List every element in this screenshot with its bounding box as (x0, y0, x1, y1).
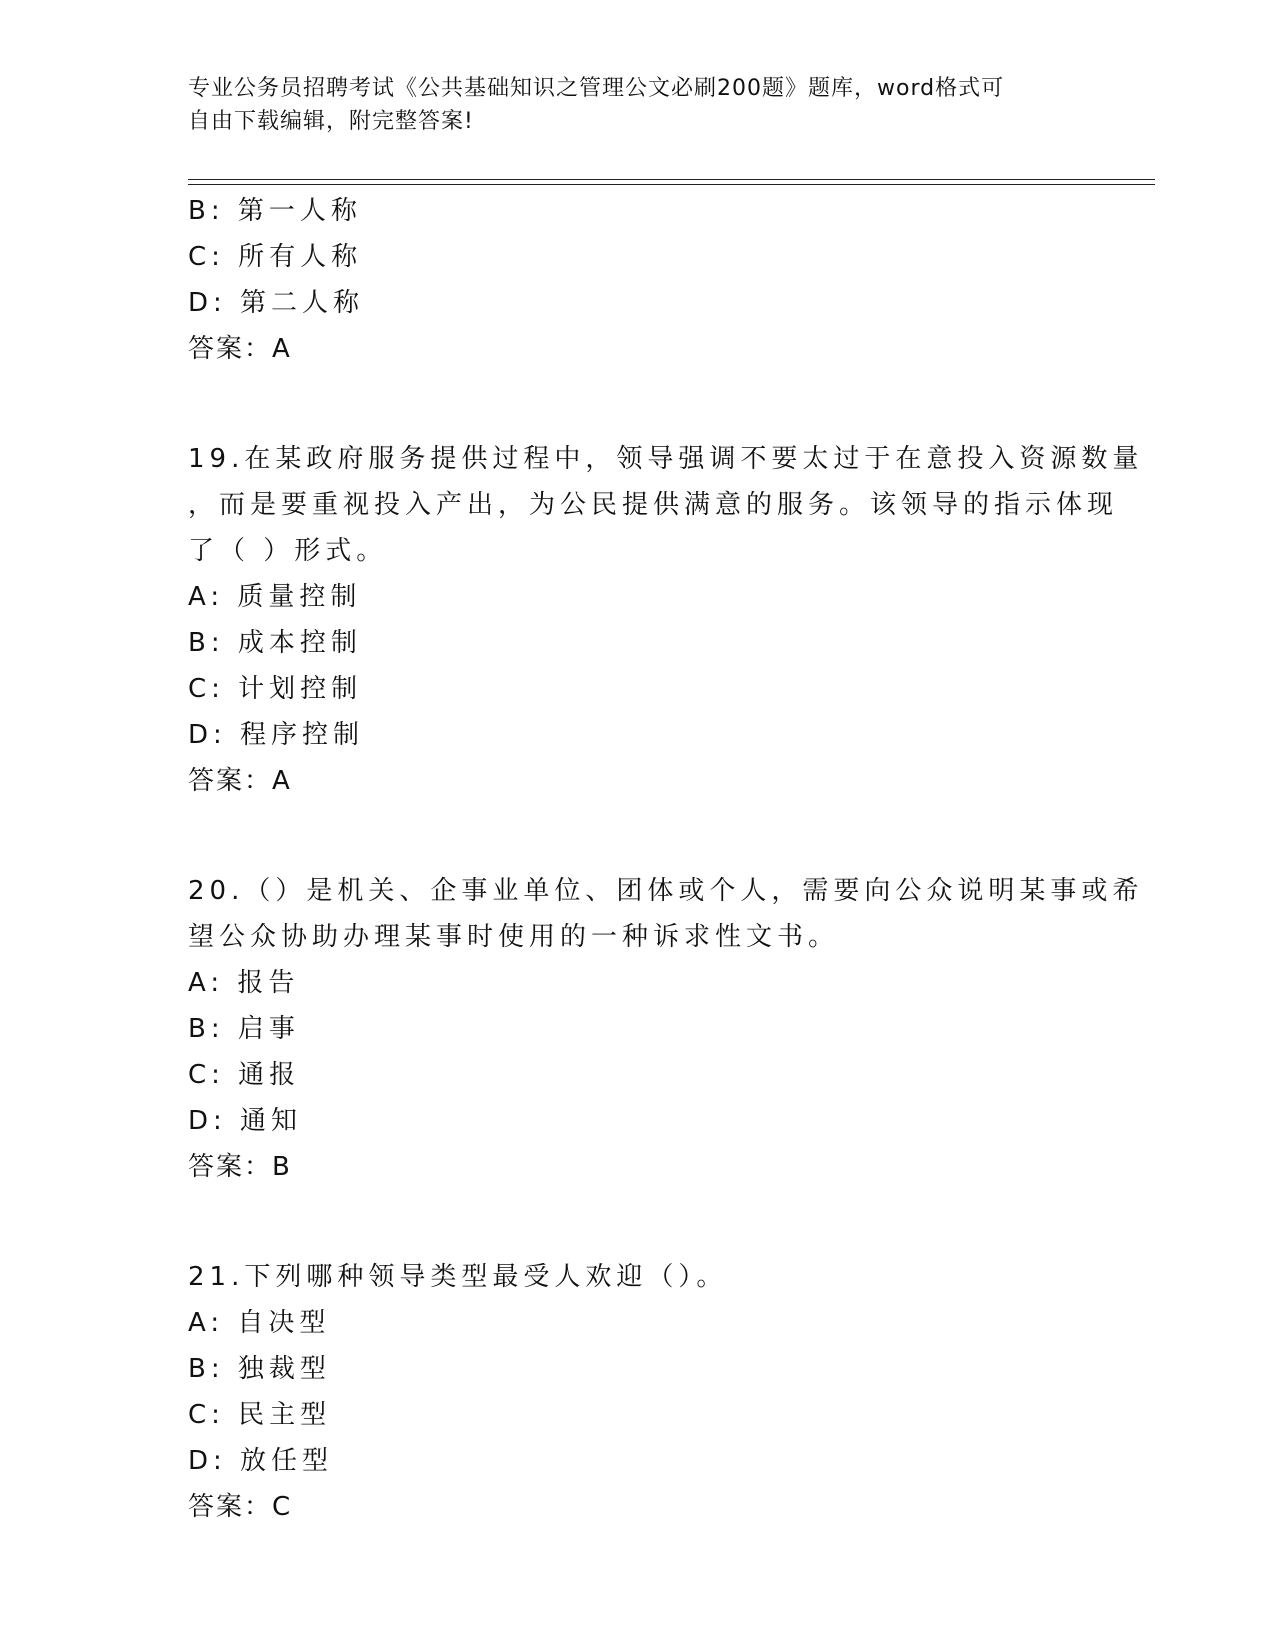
option-d: D: 通知 (188, 1106, 303, 1136)
option-d: D: 放任型 (188, 1446, 334, 1476)
option-b: B: 成本控制 (188, 628, 362, 658)
option-a: A: 自决型 (188, 1308, 331, 1338)
option-c: C: 通报 (188, 1060, 301, 1090)
header-divider-top (188, 179, 1155, 180)
question-21 (188, 1254, 1088, 1530)
question-text: 了（ ）形式。 (188, 536, 388, 566)
answer: 答案：C (188, 1492, 293, 1522)
answer: 答案：A (188, 334, 292, 364)
header-line-2: 自由下载编辑，附完整答案! (188, 109, 474, 134)
question-text: 望公众协助办理某事时使用的一种诉求性文书。 (188, 922, 840, 952)
question-text: 21.下列哪种领导类型最受人欢迎（）。 (188, 1262, 728, 1292)
question-text: 19.在某政府服务提供过程中，领导强调不要太过于在意投入资源数量 (188, 444, 1144, 474)
option-c: C: 民主型 (188, 1400, 332, 1430)
option-b: B: 第一人称 (188, 196, 362, 226)
question-19 (188, 436, 1144, 804)
question-20 (188, 868, 1144, 1190)
option-b: B: 启事 (188, 1014, 300, 1044)
question-content (188, 188, 1144, 1530)
option-b: B: 独裁型 (188, 1354, 331, 1384)
answer: 答案：A (188, 766, 292, 796)
prev-question (188, 188, 1088, 372)
option-a: A: 质量控制 (188, 582, 362, 612)
document-header (188, 72, 1068, 138)
header-divider-bottom (188, 184, 1155, 185)
question-text: ，而是要重视投入产出，为公民提供满意的服务。该领导的指示体现 (188, 490, 1119, 520)
answer: 答案：B (188, 1152, 292, 1182)
header-line-1: 专业公务员招聘考试《公共基础知识之管理公文必刷200题》题库，word格式可 (188, 76, 1005, 101)
question-text: 20.（）是机关、企事业单位、团体或个人，需要向公众说明某事或希 (188, 876, 1144, 906)
option-c: C: 所有人称 (188, 242, 363, 272)
option-a: A: 报告 (188, 968, 300, 998)
option-d: D: 第二人称 (188, 288, 365, 318)
option-d: D: 程序控制 (188, 720, 365, 750)
option-c: C: 计划控制 (188, 674, 363, 704)
